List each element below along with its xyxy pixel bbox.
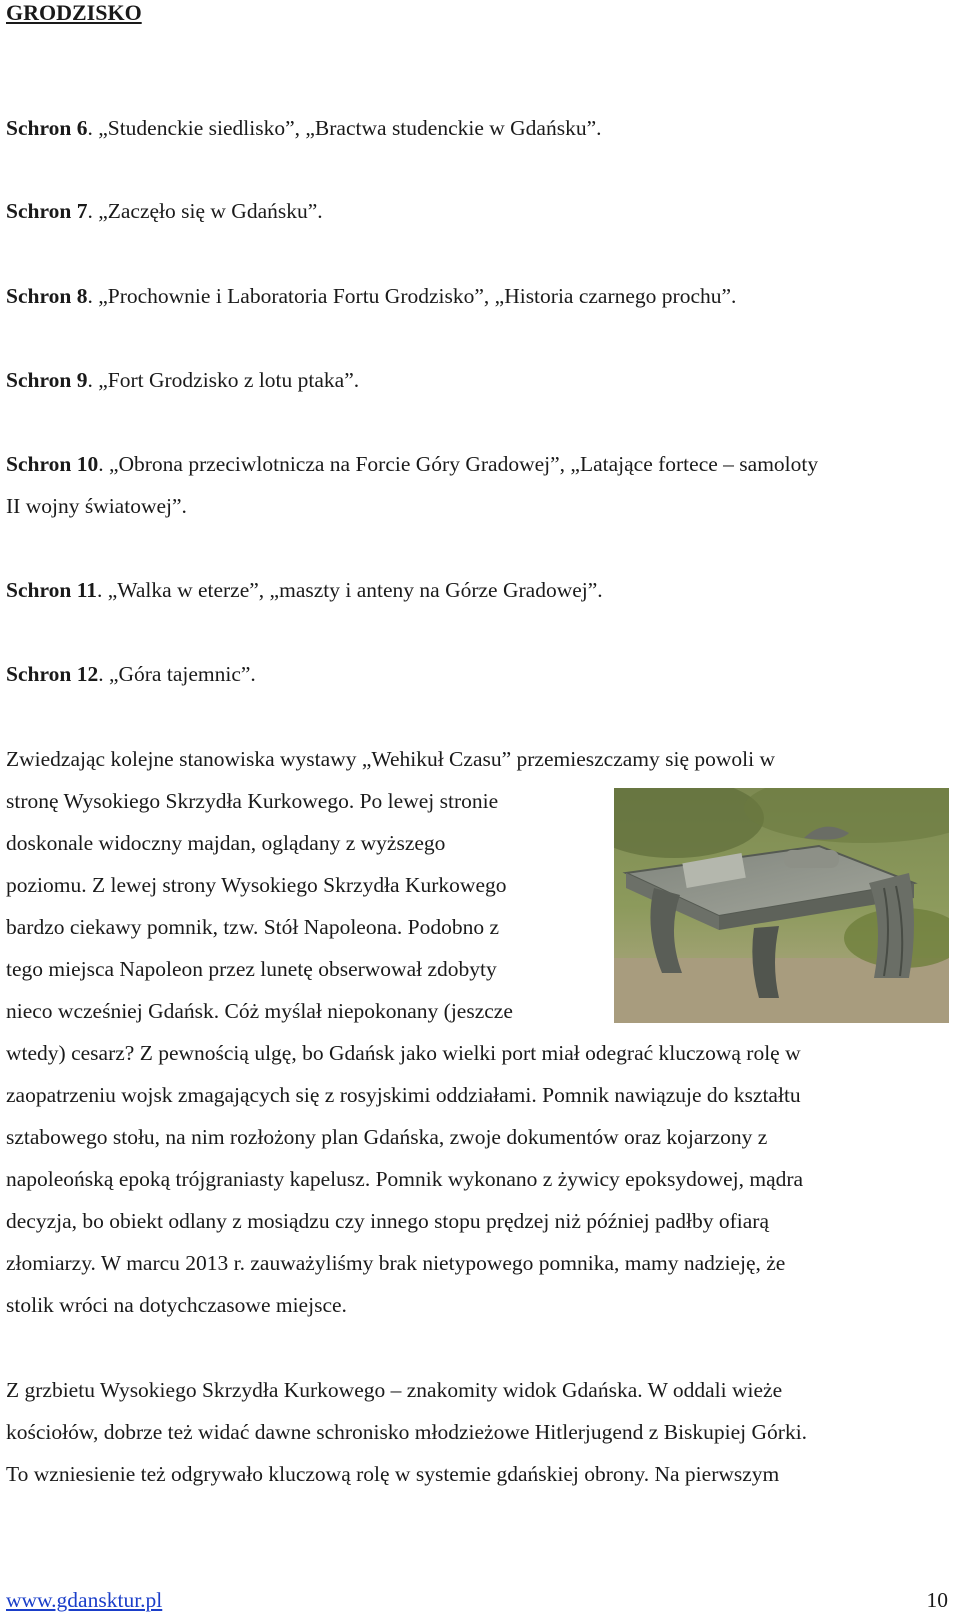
para-line: sztabowego stołu, na nim rozłożony plan Gdańska, zwoje dokumentów oraz kojarzony z: [6, 1125, 768, 1149]
para-line: Zwiedzając kolejne stanowiska wystawy „Wehikuł Czasu” przemieszczamy się powoli w: [6, 747, 776, 771]
para-line: wtedy) cesarz? Z pewnością ulgę, bo Gdańsk jako wielki port miał odegrać kluczową rolę w: [6, 1041, 801, 1065]
schron-line: Schron 11. „Walka w eterze”, „maszty i anteny na Górze Gradowej”.: [6, 578, 603, 602]
para-line: bardzo ciekawy pomnik, tzw. Stół Napoleona. Podobno z: [6, 915, 499, 939]
para-line: doskonale widoczny majdan, oglądany z wyższego: [6, 831, 446, 855]
para-line: decyzja, bo obiekt odlany z mosiądzu czy innego stopu prędzej niż później padłby ofiarą: [6, 1209, 769, 1233]
para-line: nieco wcześniej Gdańsk. Cóż myślał niepokonany (jeszcze: [6, 999, 513, 1023]
schron-line: Schron 7. „Zaczęło się w Gdańsku”.: [6, 199, 323, 223]
para-line: stronę Wysokiego Skrzydła Kurkowego. Po lewej stronie: [6, 789, 499, 813]
para-line: zaopatrzeniu wojsk zmagających się z rosyjskimi oddziałami. Pomnik nawiązuje do kształtu: [6, 1083, 801, 1107]
schron-line: Schron 8. „Prochownie i Laboratoria Fortu Grodzisko”, „Historia czarnego prochu”.: [6, 284, 737, 308]
para-line: poziomu. Z lewej strony Wysokiego Skrzydła Kurkowego: [6, 873, 507, 897]
para-line: Z grzbietu Wysokiego Skrzydła Kurkowego – znakomity widok Gdańska. W oddali wieże: [6, 1378, 783, 1402]
schron-line: Schron 6. „Studenckie siedlisko”, „Bractwa studenckie w Gdańsku”.: [6, 116, 602, 140]
schron-line: Schron 10. „Obrona przeciwlotnicza na Forcie Góry Gradowej”, „Latające fortece – samoloty: [6, 452, 819, 476]
page-title: GRODZISKO: [6, 0, 142, 25]
schron-line: Schron 12. „Góra tajemnic”.: [6, 662, 256, 686]
footer-website-link[interactable]: www.gdansktur.pl: [6, 1588, 163, 1612]
para-line: napoleońską epoką trójgraniasty kapelusz. Pomnik wykonano z żywicy epoksydowej, mądra: [6, 1167, 804, 1191]
para-line: tego miejsca Napoleon przez lunetę obserwował zdobyty: [6, 957, 497, 981]
napoleon-table-photo: [614, 788, 949, 1023]
para-line: stolik wróci na dotychczasowe miejsce.: [6, 1293, 347, 1317]
schron-line: Schron 9. „Fort Grodzisko z lotu ptaka”.: [6, 368, 360, 392]
para-line: To wzniesienie też odgrywało kluczową rolę w systemie gdańskiej obrony. Na pierwszym: [6, 1462, 780, 1486]
schron-line-cont: II wojny światowej”.: [6, 494, 187, 518]
page-number: 10: [926, 1588, 948, 1612]
para-line: kościołów, dobrze też widać dawne schronisko młodzieżowe Hitlerjugend z Biskupiej Górki.: [6, 1420, 808, 1444]
para-line: złomiarzy. W marcu 2013 r. zauważyliśmy brak nietypowego pomnika, mamy nadzieję, że: [6, 1251, 786, 1275]
